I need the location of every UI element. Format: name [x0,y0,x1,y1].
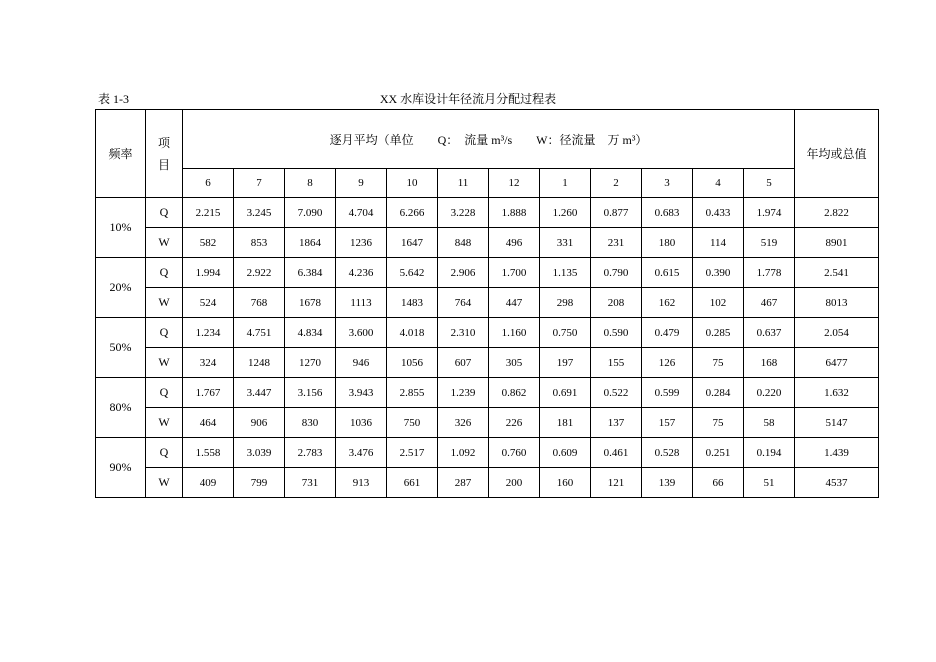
value-cell: 287 [438,468,489,498]
value-cell: 0.528 [642,438,693,468]
value-cell: 853 [234,228,285,258]
value-cell: 0.590 [591,318,642,348]
value-cell: 799 [234,468,285,498]
value-cell: 464 [183,408,234,438]
value-cell: 731 [285,468,336,498]
value-cell: 4.704 [336,198,387,228]
value-cell: 661 [387,468,438,498]
value-cell: 298 [540,288,591,318]
annual-value-cell: 2.822 [795,198,879,228]
annual-header: 年均或总值 [795,110,879,198]
value-cell: 524 [183,288,234,318]
value-cell: 1036 [336,408,387,438]
value-cell: 0.750 [540,318,591,348]
table-row [96,318,879,348]
table-row [96,408,879,438]
month-header-cell: 5 [744,169,795,198]
value-cell: 208 [591,288,642,318]
value-cell: 3.245 [234,198,285,228]
value-cell: 197 [540,348,591,378]
value-cell: 5.642 [387,258,438,288]
value-cell: 75 [693,408,744,438]
value-cell: 3.476 [336,438,387,468]
annual-value-cell: 1.439 [795,438,879,468]
item-label-cell: Q [146,318,183,348]
value-cell: 3.600 [336,318,387,348]
frequency-cell: 90% [96,438,146,498]
table-row [96,348,879,378]
value-cell: 324 [183,348,234,378]
table-title: XX 水库设计年径流月分配过程表 [379,92,557,106]
value-cell: 1.135 [540,258,591,288]
item-label-cell: Q [146,198,183,228]
value-cell: 6.384 [285,258,336,288]
value-cell: 137 [591,408,642,438]
value-cell: 0.251 [693,438,744,468]
value-cell: 0.877 [591,198,642,228]
value-cell: 1.239 [438,378,489,408]
value-cell: 114 [693,228,744,258]
value-cell: 126 [642,348,693,378]
value-cell: 231 [591,228,642,258]
annual-value-cell: 2.054 [795,318,879,348]
value-cell: 1236 [336,228,387,258]
header-row [96,110,879,169]
table-row [96,198,879,228]
value-cell: 0.615 [642,258,693,288]
value-cell: 1.994 [183,258,234,288]
value-cell: 4.751 [234,318,285,348]
month-header-cell: 9 [336,169,387,198]
value-cell: 102 [693,288,744,318]
item-header-line2: 目 [157,157,170,172]
value-cell: 1.700 [489,258,540,288]
value-cell: 1113 [336,288,387,318]
value-cell: 155 [591,348,642,378]
frequency-cell: 20% [96,258,146,318]
value-cell: 496 [489,228,540,258]
value-cell: 51 [744,468,795,498]
value-cell: 305 [489,348,540,378]
value-cell: 3.228 [438,198,489,228]
annual-value-cell: 5147 [795,408,879,438]
value-cell: 3.447 [234,378,285,408]
month-header-cell: 10 [387,169,438,198]
value-cell: 447 [489,288,540,318]
table-row [96,288,879,318]
value-cell: 331 [540,228,591,258]
value-cell: 768 [234,288,285,318]
frequency-cell: 50% [96,318,146,378]
table-number: 表 1-3 [98,92,129,106]
value-cell: 1483 [387,288,438,318]
value-cell: 1.778 [744,258,795,288]
annual-value-cell: 6477 [795,348,879,378]
value-cell: 0.194 [744,438,795,468]
month-header-cell: 11 [438,169,489,198]
runoff-distribution-table [95,109,879,498]
item-header [146,110,183,198]
value-cell: 3.039 [234,438,285,468]
value-cell: 1056 [387,348,438,378]
item-label-cell: Q [146,258,183,288]
value-cell: 162 [642,288,693,318]
annual-value-cell: 1.632 [795,378,879,408]
value-cell: 1678 [285,288,336,318]
annual-value-cell: 2.541 [795,258,879,288]
value-cell: 913 [336,468,387,498]
value-cell: 467 [744,288,795,318]
value-cell: 2.906 [438,258,489,288]
value-cell: 764 [438,288,489,318]
value-cell: 180 [642,228,693,258]
value-cell: 2.783 [285,438,336,468]
value-cell: 58 [744,408,795,438]
item-label-cell: W [146,288,183,318]
item-label-cell: W [146,228,183,258]
value-cell: 750 [387,408,438,438]
value-cell: 168 [744,348,795,378]
item-header-line1: 项 [157,135,170,150]
month-header-cell: 6 [183,169,234,198]
value-cell: 848 [438,228,489,258]
value-cell: 160 [540,468,591,498]
value-cell: 2.922 [234,258,285,288]
value-cell: 1.888 [489,198,540,228]
value-cell: 4.236 [336,258,387,288]
item-label-cell: W [146,348,183,378]
month-header-cell: 1 [540,169,591,198]
value-cell: 157 [642,408,693,438]
value-cell: 0.637 [744,318,795,348]
value-cell: 906 [234,408,285,438]
item-label-cell: Q [146,378,183,408]
value-cell: 1.160 [489,318,540,348]
value-cell: 0.479 [642,318,693,348]
value-cell: 0.760 [489,438,540,468]
frequency-cell: 10% [96,198,146,258]
value-cell: 0.284 [693,378,744,408]
value-cell: 0.683 [642,198,693,228]
value-cell: 519 [744,228,795,258]
value-cell: 2.855 [387,378,438,408]
value-cell: 607 [438,348,489,378]
table-row [96,228,879,258]
value-cell: 0.390 [693,258,744,288]
month-header-cell: 8 [285,169,336,198]
table-row [96,258,879,288]
value-cell: 0.522 [591,378,642,408]
value-cell: 2.517 [387,438,438,468]
value-cell: 1.974 [744,198,795,228]
value-cell: 946 [336,348,387,378]
value-cell: 121 [591,468,642,498]
value-cell: 1.767 [183,378,234,408]
value-cell: 3.156 [285,378,336,408]
table-row [96,378,879,408]
value-cell: 1864 [285,228,336,258]
value-cell: 0.691 [540,378,591,408]
value-cell: 3.943 [336,378,387,408]
annual-value-cell: 8901 [795,228,879,258]
value-cell: 326 [438,408,489,438]
value-cell: 2.215 [183,198,234,228]
value-cell: 75 [693,348,744,378]
value-cell: 0.790 [591,258,642,288]
value-cell: 1270 [285,348,336,378]
value-cell: 0.433 [693,198,744,228]
month-header-cell: 7 [234,169,285,198]
month-header-cell: 2 [591,169,642,198]
value-cell: 0.285 [693,318,744,348]
value-cell: 1647 [387,228,438,258]
value-cell: 1.092 [438,438,489,468]
value-cell: 181 [540,408,591,438]
value-cell: 2.310 [438,318,489,348]
value-cell: 0.609 [540,438,591,468]
value-cell: 1248 [234,348,285,378]
value-cell: 830 [285,408,336,438]
frequency-cell: 80% [96,378,146,438]
value-cell: 582 [183,228,234,258]
value-cell: 6.266 [387,198,438,228]
value-cell: 0.599 [642,378,693,408]
month-header-cell: 3 [642,169,693,198]
month-header-cell: 4 [693,169,744,198]
item-label-cell: W [146,468,183,498]
annual-value-cell: 8013 [795,288,879,318]
value-cell: 66 [693,468,744,498]
month-header-row [96,169,879,198]
value-cell: 1.260 [540,198,591,228]
month-header-cell: 12 [489,169,540,198]
value-cell: 4.834 [285,318,336,348]
value-cell: 0.862 [489,378,540,408]
value-cell: 4.018 [387,318,438,348]
table-row [96,468,879,498]
item-label-cell: Q [146,438,183,468]
value-cell: 409 [183,468,234,498]
value-cell: 200 [489,468,540,498]
value-cell: 0.220 [744,378,795,408]
value-cell: 1.558 [183,438,234,468]
freq-header: 频率 [96,110,146,198]
value-cell: 7.090 [285,198,336,228]
value-cell: 226 [489,408,540,438]
item-label-cell: W [146,408,183,438]
value-cell: 139 [642,468,693,498]
value-cell: 1.234 [183,318,234,348]
annual-value-cell: 4537 [795,468,879,498]
value-cell: 0.461 [591,438,642,468]
table-row [96,438,879,468]
monthly-average-header: 逐月平均（单位 Q： 流量 m³/s W：径流量 万 m³） [183,110,795,169]
